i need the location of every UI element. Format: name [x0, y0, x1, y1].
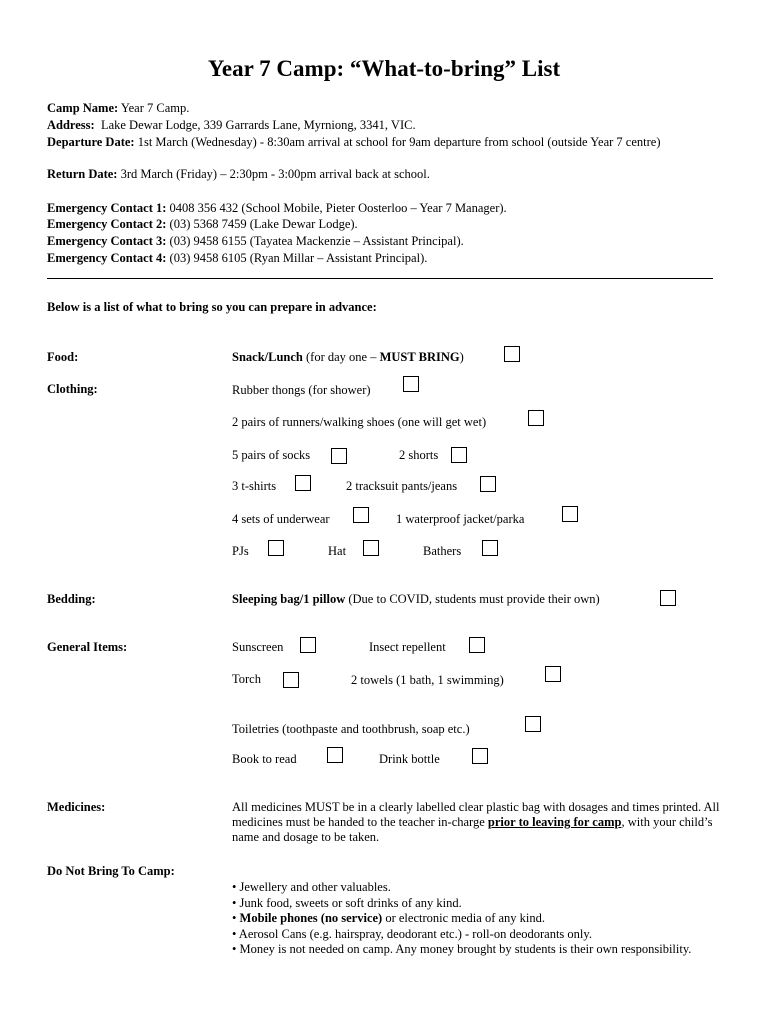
list-item: • Junk food, sweets or soft drinks of any kind. — [232, 895, 462, 910]
item-book: Book to read — [232, 752, 297, 766]
medicines-emphasis: prior to leaving for camp — [487, 815, 622, 829]
list-item: • Aerosol Cans (e.g. hairspray, deodorant etc.) - roll-on deodorants only. — [232, 926, 592, 941]
contact-label: Emergency Contact 4: — [47, 251, 167, 265]
contact-value: (03) 5368 7459 (Lake Dewar Lodge). — [169, 217, 358, 231]
checkbox-torch[interactable] — [283, 672, 299, 688]
checkbox-underwear[interactable] — [353, 507, 369, 523]
return-label: Return Date: — [47, 167, 118, 181]
item-insect-repellent: Insect repellent — [369, 640, 446, 654]
contact-label: Emergency Contact 2: — [47, 217, 167, 231]
item-pjs: PJs — [232, 544, 249, 558]
checkbox-shorts[interactable] — [451, 447, 467, 463]
list-item: • Money is not needed on camp. Any money brought by students is their own responsibility. — [232, 942, 692, 956]
contact-value: (03) 9458 6155 (Tayatea Mackenzie – Assistant Principal). — [169, 234, 464, 248]
checkbox-towels[interactable] — [545, 666, 561, 682]
checkbox-runners[interactable] — [528, 410, 544, 426]
section-medicines: Medicines: — [47, 800, 106, 814]
bedding-item — [232, 592, 600, 607]
item-drink-bottle: Drink bottle — [379, 752, 440, 766]
checkbox-socks[interactable] — [331, 448, 347, 464]
contact-value: (03) 9458 6105 (Ryan Millar – Assistant Principal). — [169, 251, 428, 265]
emergency-contact-3 — [47, 233, 464, 249]
checkbox-insect-repellent[interactable] — [469, 637, 485, 653]
item-socks: 5 pairs of socks — [232, 448, 311, 462]
departure-line — [47, 134, 717, 150]
medicines-text — [232, 800, 720, 845]
address-line — [47, 117, 416, 133]
medicines-text-b: , with your child’s name and dosage to be taken. — [232, 815, 713, 844]
medicines-text-a: All medicines MUST be in a clearly labelled clear plastic bag with dosages and times printed. All medicines must be handed to the teacher in-charge — [232, 800, 720, 829]
item-runners: 2 pairs of runners/walking shoes (one will get wet) — [232, 415, 487, 429]
camp-name-label: Camp Name: — [47, 101, 119, 115]
camp-name-value: Year 7 Camp. — [120, 101, 190, 115]
departure-label: Departure Date: — [47, 135, 135, 149]
emergency-contact-1 — [47, 200, 507, 216]
checkbox-hat[interactable] — [363, 540, 379, 556]
item-thongs: Rubber thongs (for shower) — [232, 383, 371, 397]
item-tshirts: 3 t-shirts — [232, 479, 277, 493]
food-item-post: ) — [459, 350, 464, 364]
item-toiletries: Toiletries (toothpaste and toothbrush, soap etc.) — [232, 722, 470, 736]
item-tracksuit: 2 tracksuit pants/jeans — [346, 479, 458, 493]
contact-label: Emergency Contact 1: — [47, 201, 167, 215]
departure-value: 1st March (Wednesday) - 8:30am arrival at school for 9am departure from school (outside Year 7 centre) — [137, 135, 661, 149]
emergency-contact-4 — [47, 250, 427, 266]
camp-name-line — [47, 100, 189, 116]
food-item — [232, 350, 464, 365]
checkbox-thongs[interactable] — [403, 376, 419, 392]
mobile-phones-bold: Mobile phones (no service) — [239, 911, 383, 925]
page-title: Year 7 Camp: “What-to-bring” List — [207, 56, 561, 81]
section-do-not-bring: Do Not Bring To Camp: — [47, 864, 175, 878]
list-item: • Jewellery and other valuables. — [232, 880, 391, 894]
list-item — [232, 911, 702, 927]
item-towels: 2 towels (1 bath, 1 swimming) — [351, 673, 504, 687]
section-food: Food: — [47, 350, 79, 364]
section-clothing: Clothing: — [47, 382, 98, 396]
section-general-items: General Items: — [47, 640, 128, 654]
emergency-contact-2 — [47, 216, 358, 232]
checkbox-tracksuit[interactable] — [480, 476, 496, 492]
do-not-bring-list — [232, 880, 702, 958]
food-item-must: MUST BRING — [379, 350, 460, 364]
checkbox-tshirts[interactable] — [295, 475, 311, 491]
contact-label: Emergency Contact 3: — [47, 234, 167, 248]
item-underwear: 4 sets of underwear — [232, 512, 330, 526]
food-item-bold: Snack/Lunch — [232, 350, 303, 364]
checkbox-toiletries[interactable] — [525, 716, 541, 732]
checkbox-sleeping-bag[interactable] — [660, 590, 676, 606]
section-bedding: Bedding: — [47, 592, 96, 606]
checkbox-jacket[interactable] — [562, 506, 578, 522]
intro-heading: Below is a list of what to bring so you can prepare in advance: — [47, 300, 377, 314]
bedding-item-rest: (Due to COVID, students must provide their own) — [345, 592, 600, 606]
item-jacket: 1 waterproof jacket/parka — [396, 512, 525, 526]
return-line — [47, 166, 430, 182]
checkbox-drink-bottle[interactable] — [472, 748, 488, 764]
address-value: Lake Dewar Lodge, 339 Garrards Lane, Myrniong, 3341, VIC. — [100, 118, 416, 132]
checkbox-snack-lunch[interactable] — [504, 346, 520, 362]
bullet-prefix: • — [232, 911, 240, 925]
item-torch: Torch — [232, 672, 261, 686]
item-shorts: 2 shorts — [399, 448, 439, 462]
food-item-pre: (for day one – — [302, 350, 380, 364]
checkbox-sunscreen[interactable] — [300, 637, 316, 653]
mobile-phones-rest: or electronic media of any kind. — [382, 911, 546, 925]
contact-value: 0408 356 432 (School Mobile, Pieter Oosterloo – Year 7 Manager). — [169, 201, 507, 215]
divider-line — [47, 278, 713, 279]
address-label: Address: — [47, 118, 95, 132]
checkbox-book[interactable] — [327, 747, 343, 763]
item-hat: Hat — [328, 544, 347, 558]
return-value: 3rd March (Friday) – 2:30pm - 3:00pm arrival back at school. — [120, 167, 430, 181]
checkbox-pjs[interactable] — [268, 540, 284, 556]
item-bathers: Bathers — [423, 544, 462, 558]
checkbox-bathers[interactable] — [482, 540, 498, 556]
item-sunscreen: Sunscreen — [232, 640, 284, 654]
bedding-item-bold: Sleeping bag/1 pillow — [232, 592, 346, 606]
